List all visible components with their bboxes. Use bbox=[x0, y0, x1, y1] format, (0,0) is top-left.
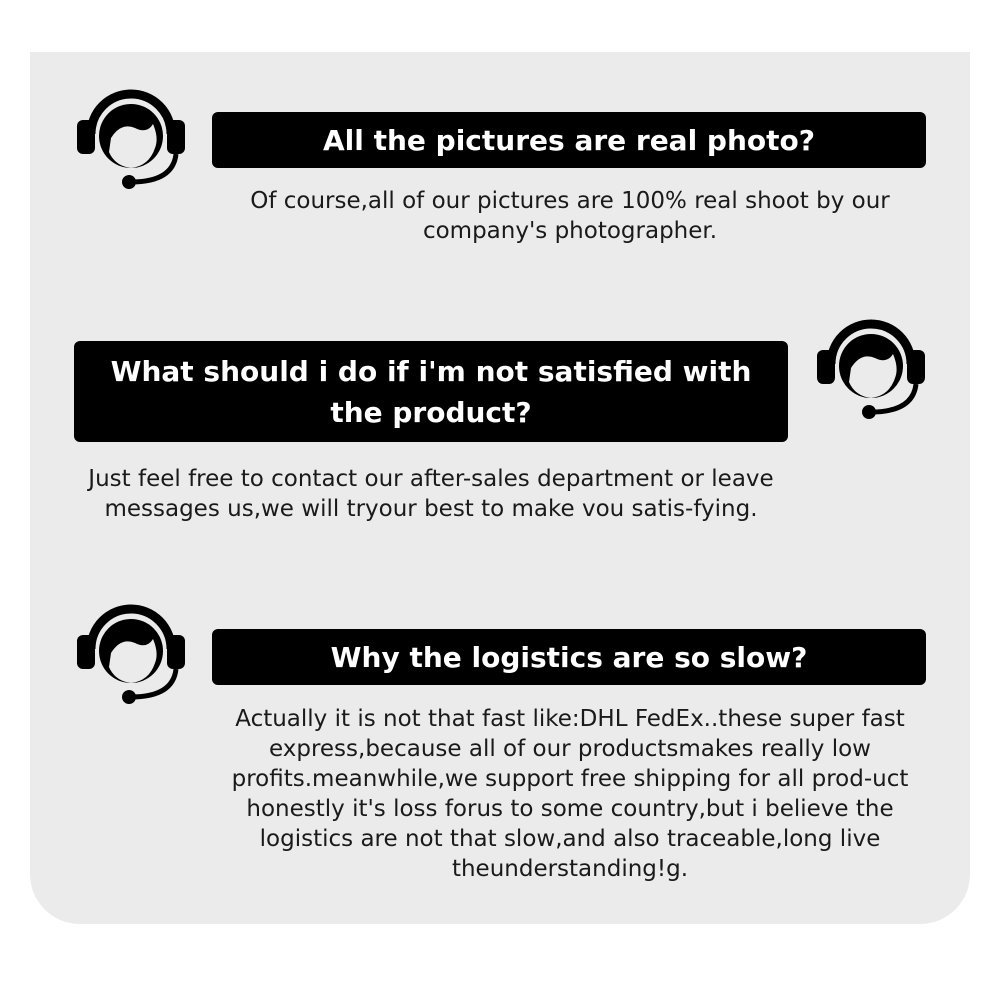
faq-answer: Of course,all of our pictures are 100% real shoot by our company's photographer. bbox=[250, 188, 890, 244]
headset-agent-icon bbox=[815, 308, 927, 420]
headset-agent-icon bbox=[75, 593, 187, 705]
faq-question-bar bbox=[212, 629, 926, 685]
faq-question: What should i do if i'm not satisfied with the product? bbox=[110, 354, 752, 429]
faq-question: All the pictures are real photo? bbox=[323, 123, 815, 157]
faq-question-bar bbox=[212, 112, 926, 168]
headset-agent-icon bbox=[75, 78, 187, 190]
faq-question: Why the logistics are so slow? bbox=[330, 640, 808, 674]
faq-answer: Just feel free to contact our after-sales department or leave messages us,we will tryour best to make vou satis-fying. bbox=[88, 466, 774, 522]
faq-answer: Actually it is not that fast like:DHL FedEx..these super fast express,because all of our productsmakes really low profits.meanwhile,we support free shipping for all prod-uct honestly it's loss forus to some country,but i believe the logistics are not that slow,and also traceable,long live theunderstanding!g. bbox=[231, 706, 909, 882]
faq-question-bar bbox=[74, 341, 788, 442]
